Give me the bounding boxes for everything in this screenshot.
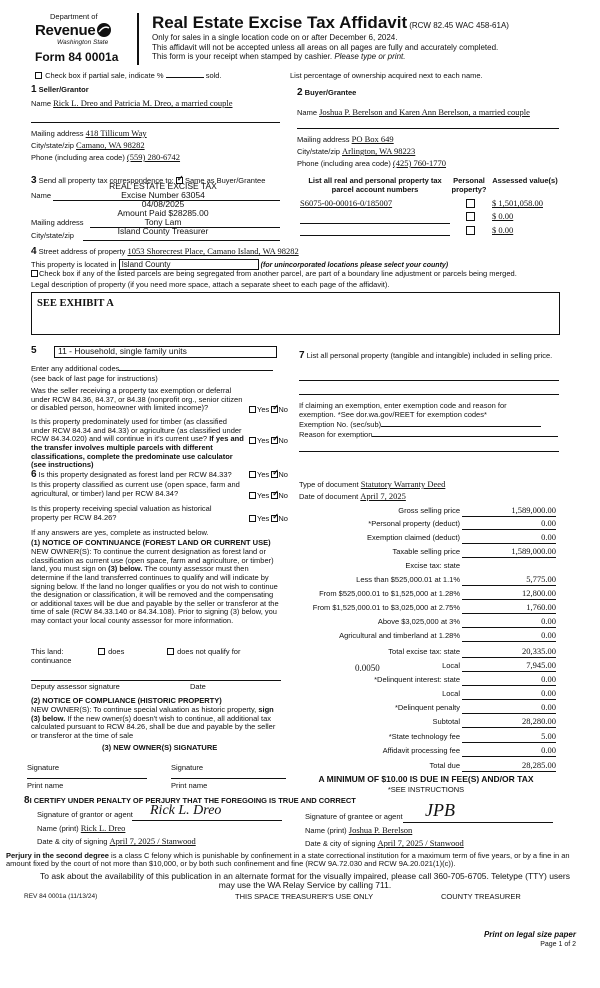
buyer-name-label: Name [297, 108, 318, 117]
see-instructions: *SEE INSTRUCTIONS [387, 785, 465, 794]
tax-row-label: Less than $525,000.01 at 1.1% [356, 575, 460, 584]
tax-row-label: Exemption claimed (deduct) [367, 533, 460, 542]
treasurer-use-only: THIS SPACE TREASURER'S USE ONLY [235, 892, 374, 901]
new-owners-signature-title: (3) NEW OWNER(S) SIGNATURE [102, 743, 218, 752]
minimum-fee-note: A MINIMUM OF $10.00 IS DUE IN FEE(S) AND/OR TAX [318, 774, 534, 784]
s3-city-label: City/state/zip [31, 231, 74, 240]
segregated-checkbox[interactable] [31, 270, 38, 277]
stamp-line-6: Island County Treasurer [117, 225, 209, 236]
buyer-name[interactable]: Joshua P. Berelson and Karen Ann Berelson, a married couple [319, 107, 530, 117]
yes-label: Yes [257, 436, 270, 445]
forest-question: Is this property designated as forest land per RCW 84.33? [38, 470, 232, 479]
yes-label: Yes [257, 470, 270, 479]
continuance-label: continuance [31, 655, 72, 665]
dor-revenue: Revenue [35, 21, 96, 39]
s6q2-no-checkbox[interactable] [271, 492, 278, 499]
stamp-line-4: Amount Paid $28285.00 [117, 207, 209, 218]
personal-col-header: Personal property? [451, 176, 487, 194]
timber-question: Is this property predominately used for timber (as classified under RCW 84.34 and 84.33) or agriculture (as classified under RCW 84.34.020) and will continue in it's current use? [31, 417, 242, 444]
no-label: No [278, 491, 288, 500]
exemption-instruction: If claiming an exemption, enter exemption code and reason for exemption. *See dor.wa.gov/REET for exemption codes* [299, 401, 507, 419]
yes-label: Yes [257, 491, 270, 500]
located-label: This property is located in [31, 260, 117, 269]
parcel-row [300, 199, 560, 211]
grantor-date[interactable]: April 7, 2025 / Stanwood [109, 836, 196, 846]
dor-state: Washington State [57, 38, 109, 46]
tax-row-label: From $1,525,000.01 to $3,025,000 at 2.75% [312, 603, 460, 612]
tax-row-value[interactable]: 5,775.00 [462, 575, 556, 586]
notice-continuance-title: (1) NOTICE OF CONTINUANCE (FOREST LAND OR CURRENT USE) [31, 538, 271, 547]
grantee-signature-label: Signature of grantee or agent [305, 812, 403, 821]
tax-row-value[interactable]: 1,589,000.00 [462, 547, 556, 558]
grantee-name-label: Name (print) [305, 826, 347, 835]
section-8-number: 8 [24, 795, 30, 806]
legal-label: Legal description of property (if you need more space, attach a separate sheet to each page of the affidavit). [31, 280, 390, 289]
assessed-col-header: Assessed value(s) [492, 176, 558, 185]
owner-print-label: Print name [27, 781, 64, 790]
tax-row-value[interactable]: 5.00 [462, 732, 556, 743]
grantee-name[interactable]: Joshua P. Berelson [348, 825, 413, 835]
parcel-col-header: List all real and personal property tax parcel account numbers [308, 176, 442, 194]
doc-date-label: Date of document [299, 492, 359, 501]
buyer-city[interactable]: Arlington, WA 98223 [342, 146, 416, 156]
stamp-line-5: Tony Lam [144, 216, 182, 227]
treasurer-stamp [88, 182, 238, 236]
grantor-name-label: Name (print) [37, 824, 79, 833]
owner-signature-label: Signature [27, 763, 60, 772]
personal-property-checkbox[interactable] [466, 226, 475, 235]
seller-phone-label: Phone (including area code) [31, 153, 125, 162]
personal-property-checkbox[interactable] [466, 199, 475, 208]
doc-type-label: Type of document [299, 480, 359, 489]
section-7-number: 7 [299, 350, 305, 361]
ownership-note: List percentage of ownership acquired next to each name. [290, 71, 483, 80]
assessed-value[interactable]: $ 0.00 [492, 211, 514, 221]
tax-row-value[interactable]: 0.00 [462, 689, 556, 700]
notice-compliance-a: NEW OWNER(S): To continue special valuation as historic property, [31, 705, 257, 714]
notice-continuance-a: NEW OWNER(S): To continue the current designation as forest land or classification as current use (open space, farm and agriculture, or timber) land, you must sign on [31, 547, 274, 574]
yes-label: Yes [257, 514, 270, 523]
stamp-line-1: REAL ESTATE EXCISE TAX [109, 181, 217, 191]
buyer-heading: Buyer/Grantee [304, 88, 357, 97]
section-1-number: 1 [31, 84, 37, 95]
s6q1-no-checkbox[interactable] [271, 471, 278, 478]
tax-row-value[interactable]: 1,589,000.00 [462, 506, 556, 517]
s3-name-label: Name [31, 191, 52, 200]
grantor-signature-label: Signature of grantor or agent [37, 810, 133, 819]
tax-row-value[interactable]: 0.00 [462, 675, 556, 686]
header-note-3b: Please type or print. [334, 52, 406, 62]
buyer-phone-label: Phone (including area code) [297, 159, 391, 168]
partial-sold-label: sold. [205, 71, 222, 80]
partial-sale-checkbox[interactable] [35, 72, 42, 79]
notice-continuance-c: The county assessor must then determine if the land transferred continues to qualify and will indicate by signing below. If the land no longer qualifies or you do not wish to continue the designation or classification, it will be removed and the compensating or additional taxes will be due and payable by the seller or transferor at the time of sale (RCW 84.33.140 or 84.34.108). Prior to signing (3) below, you may contact your local county assessor for more information. [31, 564, 279, 625]
s6q2-yes-checkbox[interactable] [249, 492, 256, 499]
seller-city[interactable]: Camano, WA 98282 [76, 140, 145, 150]
local-rate[interactable]: 0.0050 [355, 663, 380, 673]
tax-row-label: *Delinquent penalty [394, 703, 460, 712]
section-5-number: 5 [31, 345, 37, 356]
tax-row-label: Affidavit processing fee [382, 746, 460, 755]
tax-row-label: *Delinquent interest: state [374, 675, 460, 684]
street-address[interactable]: 1053 Shorecrest Place, Camano Island, WA 98282 [127, 246, 299, 256]
tax-row-label: Gross selling price [398, 506, 460, 515]
street-label: Street address of property [38, 247, 126, 256]
dor-dept: Department of [50, 12, 98, 21]
parcel-number[interactable]: S6075-00-00016-0/185007 [300, 198, 393, 208]
seller-mail[interactable]: 418 Tillicum Way [85, 128, 147, 138]
tax-row-value[interactable]: 28,280.00 [462, 717, 556, 728]
tax-row-value[interactable]: 0.00 [462, 746, 556, 757]
no-label: No [278, 514, 288, 523]
seller-heading: Seller/Grantor [38, 85, 89, 94]
exemption-question: Was the seller receiving a property tax exemption or deferral under RCW 84.36, 84.37, or 84.38 (nonprofit org., senior citizen or disabled person, homeowner with limited income)? [31, 386, 243, 413]
additional-codes-label: Enter any additional codes [31, 364, 120, 373]
form-number: Form 84 0001a [35, 50, 119, 64]
header-note-3: This form is your receipt when stamped by cashier. [152, 52, 333, 62]
county-select[interactable]: Island County [119, 259, 259, 270]
s6q3-no-checkbox[interactable] [271, 515, 278, 522]
perjury-text: is a class C felony which is punishable by confinement in a state correctional institution for a maximum term of five years, or by a fine in an amount fixed by the court of not more than $10,000, or by both such confinement and fine (RCW 9A.72.030 and RCW 9A.20.021(1)(c)). [6, 851, 570, 869]
personal-property-label: List all personal property (tangible and intangible) included in selling price. [306, 351, 553, 360]
tax-row-label: Subtotal [432, 717, 460, 726]
grantor-name[interactable]: Rick L. Dreo [80, 823, 126, 833]
does-not-checkbox[interactable] [167, 648, 174, 655]
seller-phone[interactable]: (559) 280-6742 [126, 152, 181, 162]
buyer-city-label: City/state/zip [297, 147, 340, 156]
tax-row-value[interactable]: 1,760.00 [462, 603, 556, 614]
does-not-label: does not qualify for [177, 647, 241, 656]
alt-format-note: To ask about the availability of this publication in an alternate format for the visually impaired, please call 360-705-6705. Teletype (TTY) users may use the WA Relay Service by calling 711. [40, 871, 570, 891]
header-note-1: Only for sales in a single location code on or after December 6, 2024. [152, 33, 398, 42]
section-6-number: 6 [31, 469, 37, 480]
current-use-question: Is this property classified as current use (open space, farm and agricultural, or timber) land per RCW 84.34? [31, 480, 240, 498]
tax-row-label: *Personal property (deduct) [368, 519, 460, 528]
tax-row-value[interactable]: 12,800.00 [462, 589, 556, 600]
county-treasurer: COUNTY TREASURER [441, 892, 521, 901]
owner-signature-label-2: Signature [171, 763, 204, 772]
does-label: does [108, 647, 125, 656]
notice-compliance-b: sign (3) below. [31, 705, 274, 723]
partial-sale-label: Check box if partial sale, indicate % [45, 71, 164, 80]
same-as-buyer-label: Same as Buyer/Grantee [184, 176, 266, 185]
see-back-label: (see back of last page for instructions) [31, 374, 158, 383]
land-use-code-select[interactable]: 11 - Household, single family units [54, 346, 277, 358]
buyer-mail-label: Mailing address [297, 135, 350, 144]
certify-statement: I CERTIFY UNDER PENALTY OF PERJURY THAT THE FOREGOING IS TRUE AND CORRECT [29, 796, 356, 805]
section-4-number: 4 [31, 246, 37, 257]
grantee-date[interactable]: April 7, 2025 / Stanwood [377, 838, 464, 848]
doc-date[interactable]: April 7, 2025 [360, 491, 406, 501]
page-number: Page 1 of 2 [540, 941, 576, 948]
deputy-date-label: Date [190, 682, 206, 691]
rev-number: REV 84 0001a (11/13/24) [24, 893, 98, 900]
q2-yes-checkbox[interactable] [249, 437, 256, 444]
grantee-signature[interactable]: JPB [425, 800, 455, 820]
q1-yes-checkbox[interactable] [249, 406, 256, 413]
tax-row-label: From $525,000.01 to $1,525,000 at 1.28% [319, 589, 460, 598]
q1-no-checkbox[interactable] [271, 406, 278, 413]
parcel-row [300, 212, 560, 224]
seller-name[interactable]: Rick L. Dreo and Patricia M. Dreo, a married couple [53, 98, 233, 108]
tax-row-label: Excise tax: state [405, 561, 460, 570]
seller-name-label: Name [31, 99, 52, 108]
no-label: No [278, 470, 288, 479]
tax-row-value[interactable]: 0.00 [462, 519, 556, 530]
seller-city-label: City/state/zip [31, 141, 74, 150]
no-label: No [278, 436, 288, 445]
timber-calc-note: If yes and the transfer involves multiple parcels with different classifications, complete the predominate use calculator (see instructions) [31, 434, 244, 470]
segregated-label: Check box if any of the listed parcels are being segregated from another parcel, are part of a boundary line adjustment or parcels being merged. [39, 269, 517, 278]
dor-logo [35, 13, 127, 46]
deputy-assessor-label: Deputy assessor signature [31, 682, 120, 691]
tax-row-label: Local [442, 661, 460, 670]
perjury-bold: Perjury in the second degree [6, 851, 109, 860]
header-note-2: This affidavit will not be accepted unless all areas on all pages are fully and accurately completed. [152, 42, 499, 52]
yes-label: Yes [257, 405, 270, 414]
notice-compliance-c: If the new owner(s) doesn't wish to continue, all additional tax calculated pursuant to RCW 84.26, shall be due and payable by the seller or transferor at the time of sale [31, 713, 276, 740]
tax-row-label: Total excise tax: state [388, 647, 460, 656]
exemption-no-label: Exemption No. (sec/sub) [299, 420, 382, 429]
stamp-line-3: 04/08/2025 [141, 198, 185, 209]
tax-row-label: Agricultural and timberland at 1.28% [339, 631, 460, 640]
unincorporated-note: (for unincorporated locations please select your county) [260, 262, 449, 269]
does-checkbox[interactable] [98, 648, 105, 655]
section-2-number: 2 [297, 87, 303, 98]
form-rcw: (RCW 82.45 WAC 458-61A) [409, 21, 509, 30]
tax-row-value[interactable]: 0.00 [462, 631, 556, 642]
historic-question: Is this property receiving special valuation as historical property per RCW 84.26? [31, 504, 212, 522]
tax-row-value[interactable]: 0.00 [462, 703, 556, 714]
seller-mail-label: Mailing address [31, 129, 84, 138]
tax-row-value[interactable]: 20,335.00 [462, 647, 556, 658]
grantor-signature[interactable]: Rick L. Dreo [150, 803, 222, 818]
if-any-yes: If any answers are yes, complete as instructed below. [31, 528, 209, 537]
legal-description-box[interactable] [31, 292, 560, 335]
correspondence-label: Send all property tax correspondence to: [38, 176, 174, 185]
notice-continuance-b: (3) below. [108, 564, 143, 574]
dor-swoosh-icon [96, 22, 112, 38]
this-land-label: This land: [31, 647, 64, 656]
owner-print-label-2: Print name [171, 781, 208, 790]
stamp-line-2: Excise Number 63054 [121, 189, 205, 200]
doc-type[interactable]: Statutory Warranty Deed [360, 479, 446, 489]
legal-size-note: Print on legal size paper [483, 930, 576, 939]
tax-row-label: Above $3,025,000 at 3% [377, 617, 460, 626]
no-label: No [278, 405, 288, 414]
tax-row-value[interactable]: 0.00 [462, 533, 556, 544]
tax-row-label: *State technology fee [388, 732, 460, 741]
grantee-date-label: Date & city of signing [305, 839, 376, 848]
parcel-row [300, 226, 560, 238]
s3-mail-label: Mailing address [31, 218, 84, 227]
personal-property-checkbox[interactable] [466, 212, 475, 221]
tax-row-value[interactable]: 0.00 [462, 617, 556, 628]
legal-description: SEE EXHIBIT A [37, 298, 114, 309]
tax-row-value[interactable]: 7,945.00 [462, 661, 556, 672]
buyer-mail[interactable]: PO Box 649 [351, 134, 394, 144]
tax-row-label: Total due [429, 761, 460, 770]
s6q3-yes-checkbox[interactable] [249, 515, 256, 522]
form-title: Real Estate Excise Tax Affidavit [152, 13, 408, 32]
tax-row-label: Local [442, 689, 460, 698]
q2-no-checkbox[interactable] [271, 437, 278, 444]
assessed-value[interactable]: $ 1,501,058.00 [492, 198, 543, 208]
section-3-number: 3 [31, 175, 37, 186]
grantor-date-label: Date & city of signing [37, 837, 108, 846]
buyer-phone[interactable]: (425) 760-1770 [392, 158, 447, 168]
s6q1-yes-checkbox[interactable] [249, 471, 256, 478]
notice-compliance-title: (2) NOTICE OF COMPLIANCE (HISTORIC PROPERTY) [31, 696, 222, 705]
tax-row-value[interactable]: 28,285.00 [462, 761, 556, 772]
tax-row-label: Taxable selling price [392, 547, 460, 556]
assessed-value[interactable]: $ 0.00 [492, 225, 514, 235]
reason-label: Reason for exemption [299, 430, 373, 439]
